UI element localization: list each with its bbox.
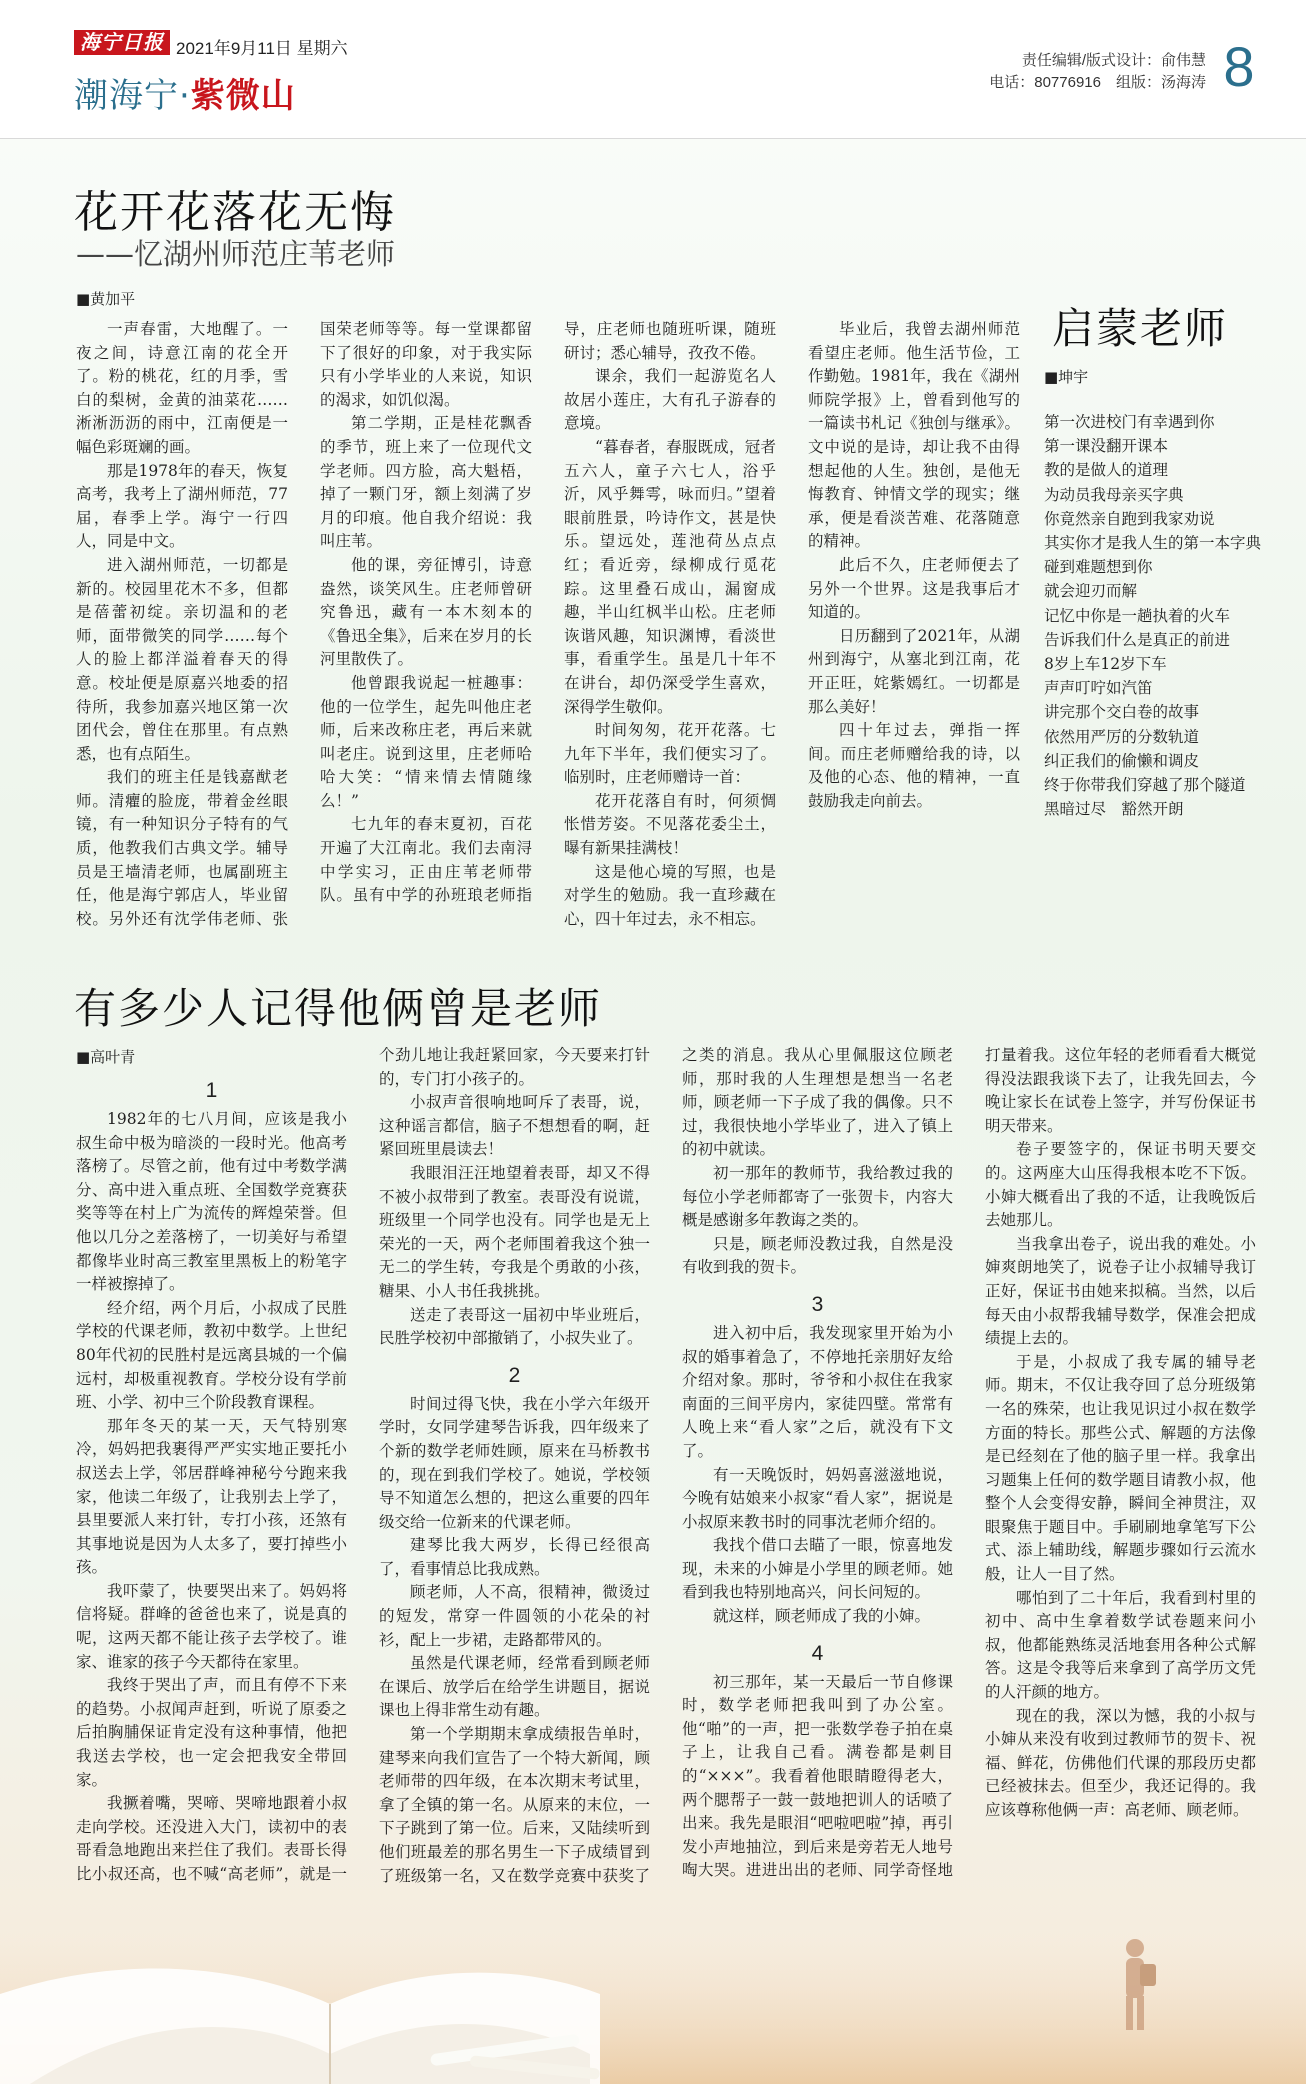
poem-line: 记忆中你是一趟执着的火车 bbox=[1044, 606, 1231, 625]
section-title bbox=[74, 68, 296, 117]
article3-paragraph: 那年冬天的某一天，天气特别寒冷，妈妈把我裹得严严实实地正要托小叔送去上学，邻居群峰神秘兮兮跑来我家，他读二年级了，让我别去上学了，县里要派人来打针，专打小孩，还煞有其事地说是因为人太多了，要打掉些小孩。 bbox=[76, 1416, 347, 1577]
article1-paragraph: 一声春雷，大地醒了。一夜之间，诗意江南的花全开了。粉的桃花，红的月季，雪白的梨树，金黄的油菜花……淅淅沥沥的雨中，江南便是一幅色彩斑斓的画。 bbox=[76, 320, 288, 456]
article3-paragraph: 当我拿出卷子，说出我的难处。小婶爽朗地笑了，说卷子让小叔辅导我订正好，保证书由她来拟稿。当然，以后每天由小叔帮我辅导数学，保准会把成绩提上去的。 bbox=[985, 1234, 1256, 1348]
article3-paragraph: 送走了表哥这一届初中毕业班后，民胜学校初中部撤销了，小叔失业了。 bbox=[379, 1305, 650, 1348]
page-header bbox=[0, 0, 1306, 139]
article3-paragraph: 于是，小叔成了我专属的辅导老师。期末，不仅让我夺回了总分班级第一名的殊荣，也让我见识过小叔在数学方面的特长。那些公式、解题的方法像是已经刻在了他的脑子里一样。我拿出习题集上任何的数学题目请教小叔，他整个人会变得安静，瞬间全神贯注，双眼聚焦于题目中。手刷刷地拿笔写下公式、添上辅助线，解题步骤如行云流水般，让人一目了然。 bbox=[985, 1352, 1256, 1584]
article1-paragraph: 四十年过去，弹指一挥间。而庄老师赠给我的诗，以及他的心态、他的精神，一直鼓励我走向前去。 bbox=[808, 721, 1020, 810]
issue-date: 2021年9月11日 星期六 bbox=[176, 39, 348, 58]
article1-paragraph: 那是1978年的春天，恢复高考，我考上了湖州师范，77届，春季上学。海宁一行四人，同是中文。 bbox=[76, 461, 288, 551]
poem-line: 教的是做人的道理 bbox=[1044, 461, 1169, 480]
article1-paragraph: 花开花落自有时，何须惆怅惜芳姿。不见落花委尘土，曝有新果挂满枝！ bbox=[564, 791, 776, 858]
article3-body bbox=[76, 1044, 1256, 1904]
article3-paragraph: 经介绍，两个月后，小叔成了民胜学校的代课老师，教初中数学。上世纪80年代初的民胜村是远离县城的一个偏远村，却极重视教育。学校分设有学前班、小学、初中三个阶段教育课程。 bbox=[76, 1298, 347, 1412]
article1-paragraph: 第二学期，正是桂花飘香的季节，班上来了一位现代文学老师。四方脸，高大魁梧，掉了一颗门牙，额上刻满了岁月的印痕。他自我介绍说：我叫庄苇。 bbox=[320, 414, 532, 551]
article3-author: ■高叶青 bbox=[76, 1048, 136, 1066]
poem-line: 第一次进校门有幸遇到你 bbox=[1044, 413, 1215, 431]
article1-paragraph: “暮春者，春服既成，冠者五六人，童子六七人，浴乎沂，风乎舞雩，咏而归。”望着眼前胜景，吟诗作文，甚是快乐。望远处，莲池荷丛点点红；看近旁，绿柳成行觅花踪。这里叠石成山，漏窗成趣，半山红枫半山松。庄老师诙谐风趣，知识渊博，看淡世事，看重学生。虽是几十年不在讲台，却仍深受学生喜欢，深得学生敬仰。 bbox=[564, 437, 776, 716]
editor-credit: 责任编辑/版式设计：俞伟慧 bbox=[1021, 52, 1206, 69]
article3-paragraph: 只是，顾老师没教过我，自然是没有收到我的贺卡。 bbox=[682, 1234, 953, 1277]
article3-paragraph: 我吓蒙了，快要哭出来了。妈妈将信将疑。群峰的爸爸也来了，说是真的呢，这两天都不能让孩子去学校了。谁家、谁家的孩子今天都待在家里。 bbox=[76, 1581, 347, 1671]
article1-paragraph: 七九年的春末夏初，百花开遍了大江南北。我们去南浔中学实习，正由庄苇老师带队。虽有中学的孙班琅老师指导，庄老师也随班听课，随班研讨；悉心辅导，孜孜不倦。 bbox=[320, 320, 776, 905]
poem-line: 依然用严厉的分数轨道 bbox=[1044, 727, 1200, 746]
poem-line: 告诉我们什么是真正的前进 bbox=[1044, 630, 1231, 649]
article3-paragraph: 第一个学期期末拿成绩报告单时，建琴来向我们宣告了一个特大新闻，顾老师带的四年级，在本次期末考试里，拿了全镇的第一名。从原来的末位，一下子跳到了第一位。后来，又陆续听到他们班最差的那名男生一下子成绩冒到了班级第一名，又在数学竞赛中获奖了之类的消息。我从心里佩服这位顾老师，那时我的人生理想是想当一名老师，顾老师一下子成了我的偶像。只不过，我很快地小学毕业了，进入了镇上的初中就读。 bbox=[379, 1046, 953, 1885]
article3-paragraph: 我终于哭出了声，而且有停不下来的趋势。小叔闻声赶到，听说了原委之后拍胸脯保证肯定没有这种事情，他把我送去学校，也一定会把我安全带回家。 bbox=[76, 1676, 347, 1789]
section-title-b: 紫微山 bbox=[190, 76, 296, 116]
article3-paragraph: 建琴比我大两岁，长得已经很高了，看事情总比我成熟。 bbox=[379, 1536, 650, 1578]
article1-subtitle: ——忆湖州师范庄苇老师 bbox=[76, 237, 396, 271]
article3-paragraph: 卷子要签字的，保证书明天要交的。这两座大山压得我根本吃不下饭。小婶大概看出了我的不适，让我晚饭后去她那儿。 bbox=[985, 1140, 1256, 1230]
article1-author: ■黄加平 bbox=[76, 290, 136, 308]
author-spacer bbox=[76, 1044, 347, 1066]
poem-line: 第一课没翻开课本 bbox=[1044, 437, 1169, 456]
article3-paragraph: 就这样，顾老师成了我的小婶。 bbox=[713, 1607, 931, 1626]
section-title-a: 潮海宁· bbox=[74, 76, 191, 116]
article3-paragraph: 虽然是代课老师，经常看到顾老师在课后、放学后在给学生讲题目，据说课也上得非常生动有趣。 bbox=[379, 1654, 650, 1720]
article1-paragraph: 这是他心境的写照，也是对学生的勉励。我一直珍藏在心，四十年过去，永不相忘。 bbox=[564, 862, 776, 928]
poem-line: 纠正我们的偷懒和调皮 bbox=[1044, 751, 1200, 770]
poem-body bbox=[1044, 410, 1274, 821]
article1-body bbox=[76, 318, 1020, 954]
section-number: 4 bbox=[811, 1641, 824, 1665]
article3-paragraph: 顾老师，人不高，很精神，微烫过的短发，常穿一件圆领的小花朵的衬衫，配上一步裙，走路都带风的。 bbox=[379, 1583, 650, 1649]
article1-title: 花开花落花无悔 bbox=[74, 187, 396, 238]
article3-paragraph: 我找个借口去瞄了一眼，惊喜地发现，未来的小婶是小学里的顾老师。她看到我也特别地高兴，问长问短的。 bbox=[682, 1536, 953, 1602]
article3-paragraph: 小叔声音很响地呵斥了表哥，说，这种谣言都信，脑子不想想看的啊，赶紧回班里晨读去！ bbox=[379, 1093, 650, 1159]
article1-paragraph: 日历翻到了2021年，从湖州到海宁，从塞北到江南，花开正旺，姹紫嫣红。一切都是那么美好！ bbox=[808, 626, 1020, 716]
article2-title: 启蒙老师 bbox=[1052, 304, 1229, 353]
article1-paragraph: 他的课，旁征博引，诗意盎然，谈笑风生。庄老师曾研究鲁迅，藏有一本木刻本的《鲁迅全集》，后来在岁月的长河里散佚了。 bbox=[320, 555, 532, 669]
book-illustration bbox=[0, 1934, 1306, 2084]
article1-paragraph: 课余，我们一起游览名人故居小莲庄，大有孔子游春的意境。 bbox=[564, 367, 776, 433]
article3-paragraph: 初一那年的教师节，我给教过我的每位小学老师都寄了一张贺卡，内容大概是感谢多年教诲之类的。 bbox=[682, 1163, 953, 1230]
page-number: 8 bbox=[1223, 35, 1255, 98]
article3-paragraph: 时间过得飞快，我在小学六年级开学时，女同学建琴告诉我，四年级来了个新的数学老师姓顾，原来在马桥教书的，现在到我们学校了。她说，学校领导不知道怎么想的，把这么重要的四年级交给一位新来的代课老师。 bbox=[379, 1394, 650, 1531]
article3-paragraph: 现在的我，深以为憾，我的小叔与小婶从来没有收到过教师节的贺卡、祝福、鲜花，仿佛他们代课的那段历史都已经被抹去。但至少，我还记得的。我应该尊称他俩一声：高老师、顾老师。 bbox=[985, 1706, 1256, 1819]
section-number: 1 bbox=[205, 1079, 218, 1102]
article3-paragraph: 我撅着嘴，哭啼、哭啼地跟着小叔走向学校。还没进入大门，读初中的表哥看急地跑出来拦住了我们。表哥长得比小叔还高，也不喊“高老师”，就是一个劲儿地让我赶紧回家，今天要来打针的，专门打小孩子的。 bbox=[76, 1046, 650, 1883]
article1-paragraph: 时间匆匆，花开花落。七九年下半年，我们便实习了。临别时，庄老师赠诗一首： bbox=[564, 721, 776, 787]
poem-line: 你竟然亲自跑到我家劝说 bbox=[1044, 509, 1215, 528]
editor-contact: 电话：80776916 组版：汤海涛 bbox=[989, 74, 1206, 91]
article1-paragraph: 他曾跟我说起一桩趣事：他的一位学生，起先叫他庄老师，后来改称庄老，再后来就叫老庄。说到这里，庄老师哈哈大笑：“情来情去情随缘么！” bbox=[320, 673, 532, 810]
article3-paragraph: 有一天晚饭时，妈妈喜滋滋地说，今晚有姑娘来小叔家“看人家”，据说是小叔原来教书时的同事沈老师介绍的。 bbox=[682, 1465, 953, 1531]
article3-paragraph: 我眼泪汪汪地望着表哥，却又不得不被小叔带到了教室。表哥没有说谎，班级里一个同学也没有。同学也是无上荣光的一天，两个老师围着我这个独一无二的学生转，夸我是个勇敢的小孩，糖果、小人书任我挑挑。 bbox=[379, 1163, 650, 1300]
poem-line: 声声叮咛如汽笛 bbox=[1044, 679, 1153, 698]
poem-line: 讲完那个交白卷的故事 bbox=[1044, 703, 1200, 722]
section-number: 2 bbox=[508, 1363, 521, 1387]
poem-line: 终于你带我们穿越了那个隧道 bbox=[1044, 776, 1246, 795]
poem-line: 其实你才是我人生的第一本字典 bbox=[1044, 534, 1262, 553]
poem-line: 黑暗过尽 豁然开朗 bbox=[1044, 800, 1184, 819]
poem-line: 碰到难题想到你 bbox=[1044, 558, 1153, 577]
poem-line: 8岁上车12岁下车 bbox=[1044, 655, 1167, 674]
poem-line: 就会迎刃而解 bbox=[1044, 582, 1138, 601]
article3-paragraph: 哪怕到了二十年后，我看到村里的初中、高中生拿着数学试卷题来问小叔，他都能熟练灵活地套用各种公式解答。这是令我等后来拿到了高学历文凭的人汗颜的地方。 bbox=[985, 1588, 1256, 1702]
article3-paragraph: 初三那年，某一天最后一节自修课时，数学老师把我叫到了办公室。他“啪”的一声，把一张数学卷子拍在桌子上，让我自己看。满卷都是刺目的“×××”。我看着他眼睛瞪得老大，两个腮帮子一鼓一鼓地把训人的话喷了出来。我先是眼泪“吧啦吧啦”掉，再引发小声地抽泣，到后来是旁若无人地号啕大哭。进进出出的老师、同学奇怪地打量着我。这位年轻的老师看看大概觉得没法跟我谈下去了，让我先回去，今晚让家长在试卷上签字，并写份保证书明天带来。 bbox=[682, 1046, 1256, 1880]
newspaper-logo: 海宁日报 bbox=[74, 30, 170, 55]
article1-paragraph: 我们的班主任是钱嘉猷老师。清癯的脸庞，带着金丝眼镜，有一种知识分子特有的气质，他教我们古典文学。辅导员是王墙清老师，也属副班主任，他是海宁郭店人，毕业留校。另外还有沈学伟老师、张国荣老师等等。每一堂课都留下了很好的印象，对于我实际只有小学毕业的人来说，知识的渴求，如饥似渴。 bbox=[76, 320, 532, 928]
article2-author: ■坤宇 bbox=[1044, 368, 1089, 386]
article3-title: 有多少人记得他俩曾是老师 bbox=[74, 984, 603, 1033]
article1-paragraph: 此后不久，庄老师便去了另外一个世界。这是我事后才知道的。 bbox=[808, 555, 1020, 622]
article1-paragraph: 毕业后，我曾去湖州师范看望庄老师。他生活节俭，工作勤勉。1981年，我在《湖州师院学报》上，曾看到他写的一篇读书札记《独创与继承》。文中说的是诗，却让我不由得想起他的人生。独创，是他无悔教育、钟情文学的现实；继承，便是看淡苦难、花落随意的精神。 bbox=[808, 320, 1020, 551]
article3-paragraph: 进入初中后，我发现家里开始为小叔的婚事着急了，不停地托亲朋好友给介绍对象。那时，爷爷和小叔住在我家南面的三间平房内，家徒四壁。常常有人晚上来“看人家”之后，就没有下文了。 bbox=[682, 1323, 953, 1460]
article1-paragraph: 进入湖州师范，一切都是新的。校园里花木不多，但都是蓓蕾初绽。亲切温和的老师，面带微笑的同学……每个人的脸上都洋溢着春天的得意。校址便是原嘉兴地委的招待所，我参加嘉兴地区第一次团代会，曾住在那里。有点熟悉，也有点陌生。 bbox=[76, 555, 288, 763]
editor-info bbox=[989, 50, 1206, 94]
poem-line: 为动员我母亲买字典 bbox=[1044, 485, 1184, 504]
section-number: 3 bbox=[811, 1292, 824, 1316]
article3-paragraph: 1982年的七八月间，应该是我小叔生命中极为暗淡的一段时光。他高考落榜了。尽管之前，他有过中考数学满分、高中进入重点班、全国数学竞赛获奖等等在村上广为流传的辉煌荣誉。但他以几分之差落榜了，一切美好与希望都像毕业时高三教室里黑板上的粉笔字一样被擦掉了。 bbox=[76, 1110, 347, 1294]
